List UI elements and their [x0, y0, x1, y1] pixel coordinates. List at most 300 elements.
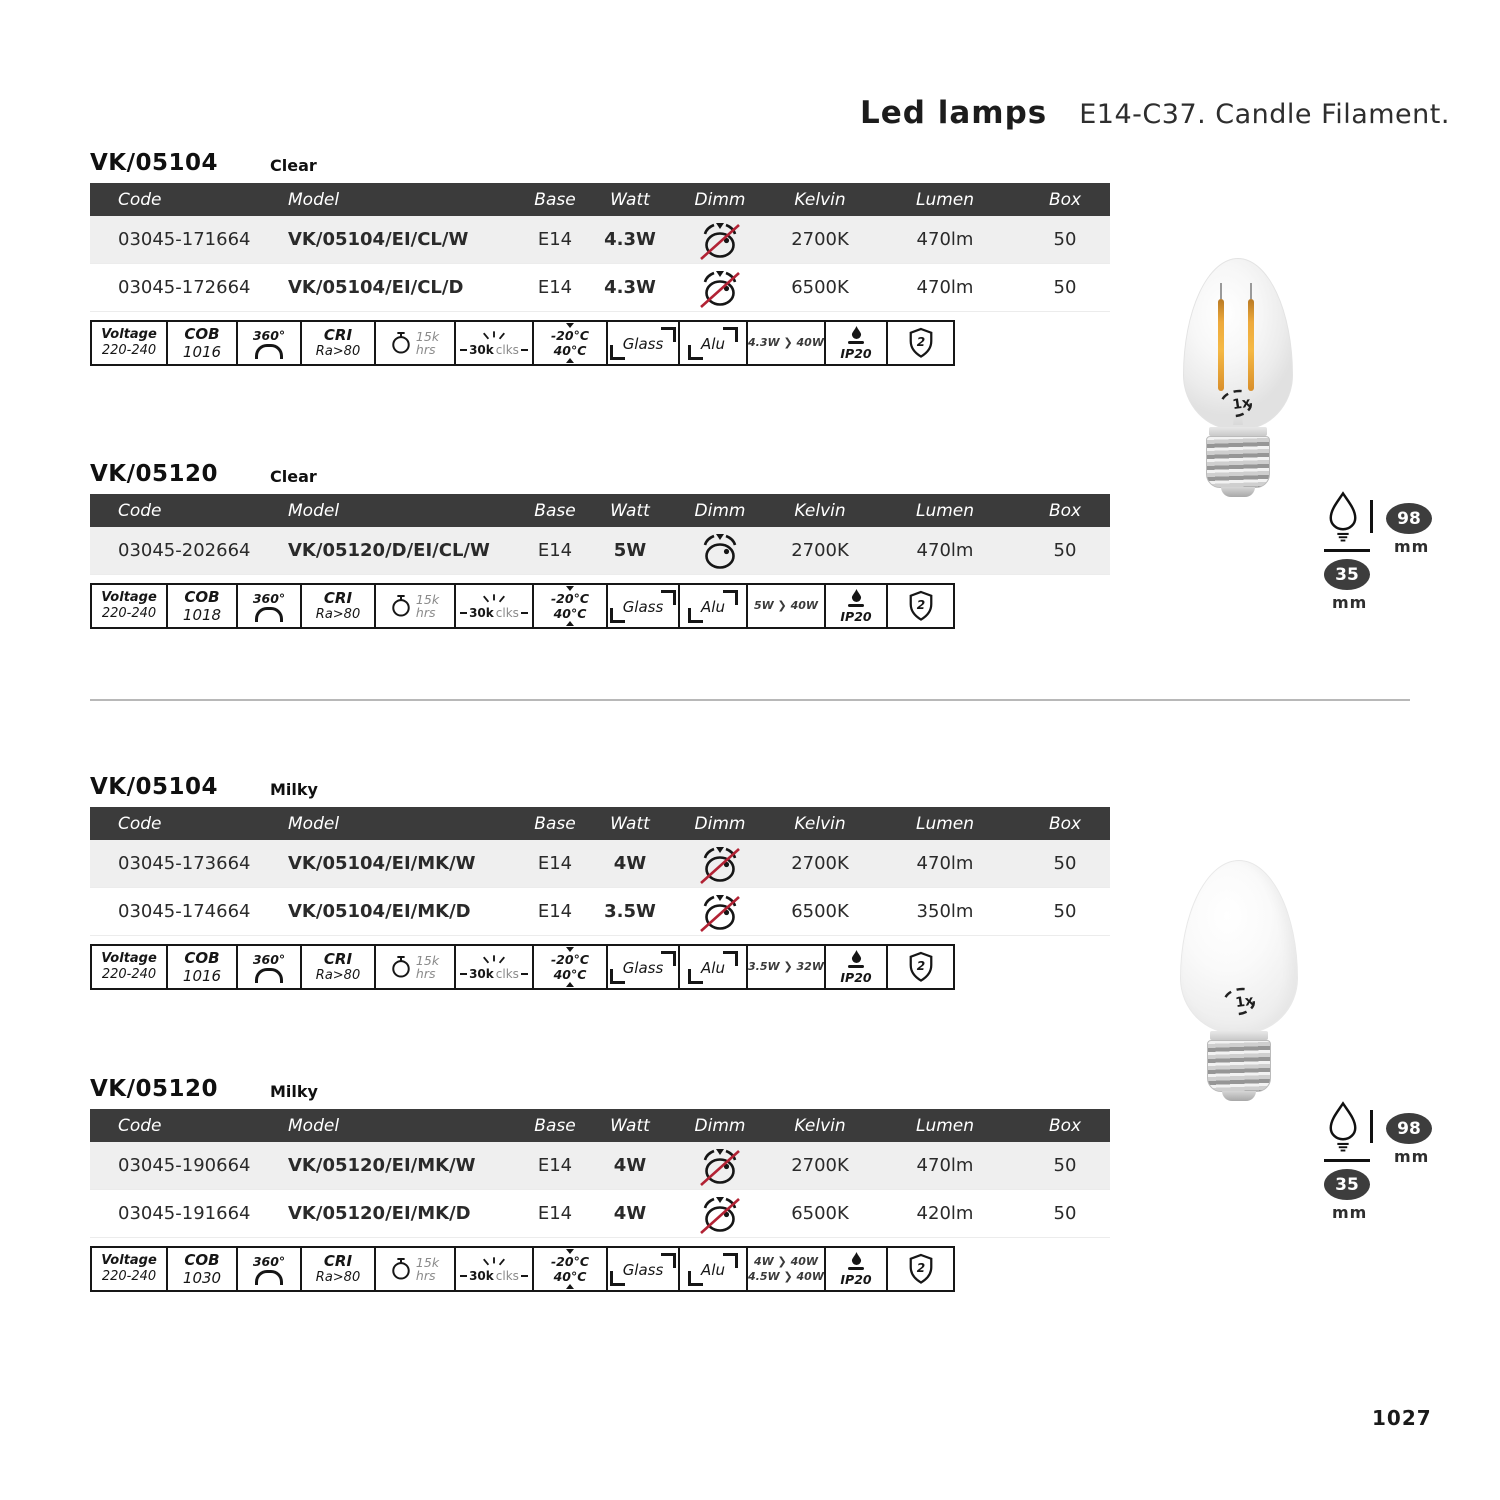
cell-dimm [670, 890, 770, 934]
equivalence-line2: 4.5W ❯ 40W [748, 1269, 824, 1283]
bulb-neck [1210, 1031, 1268, 1040]
cell-model: VK/05104/EI/CL/D [288, 277, 464, 298]
section-title [90, 1076, 1110, 1106]
triangle-down-icon [566, 323, 574, 328]
voltage-cell [92, 1248, 166, 1290]
temp-high: 40°C [553, 966, 587, 982]
cob-cell [166, 1248, 236, 1290]
ip-rating-cell [824, 1248, 886, 1290]
cri-label: CRI [323, 589, 353, 608]
product-section-vk05104-milky [90, 774, 1110, 990]
height-measure-line [1370, 500, 1373, 533]
cell-code: 03045-174664 [118, 901, 251, 922]
cri-label: CRI [323, 950, 353, 969]
temperature-cell [532, 585, 606, 627]
column-header-base: Base [534, 1115, 576, 1136]
column-header-box: Box [1048, 813, 1082, 834]
warranty-years: 2 [916, 958, 925, 973]
cell-dimm [670, 529, 770, 573]
lifespan-cell [374, 585, 454, 627]
cell-watt: 4.3W [604, 229, 656, 250]
cell-code: 03045-190664 [118, 1155, 251, 1176]
cell-box: 50 [1053, 901, 1077, 922]
section-code: VK/05104 [90, 774, 219, 800]
droplet-icon [851, 950, 862, 963]
cob-label: COB [184, 588, 220, 606]
cycles-value: 30k [469, 966, 494, 981]
temp-low: -20°C [550, 1253, 589, 1269]
stopwatch-icon [391, 594, 411, 618]
column-header-box: Box [1048, 1115, 1082, 1136]
alu-material-cell [678, 322, 746, 364]
warranty-shield-icon [907, 951, 935, 983]
cell-watt: 4W [613, 853, 647, 874]
table-row [90, 527, 1110, 575]
column-header-code: Code [118, 500, 162, 521]
beam-arc-icon [255, 968, 283, 983]
column-header-code: Code [118, 813, 162, 834]
beam-angle-value: 360° [252, 590, 286, 606]
equivalence-line1: 4.3W ❯ 40W [748, 335, 824, 349]
triangle-up-icon [566, 982, 574, 987]
cell-dimm [670, 1192, 770, 1236]
section-divider [90, 699, 1410, 701]
column-header-kelvin: Kelvin [794, 813, 846, 834]
dimmer-dial-icon [697, 1192, 743, 1236]
corner-brackets-icon [610, 1253, 677, 1286]
voltage-label: Voltage [101, 590, 157, 606]
rotate-1x-mark [1212, 384, 1262, 424]
lifespan-value: 15k [415, 1254, 440, 1270]
glass-material-cell [606, 322, 678, 364]
ip-underline [848, 341, 864, 344]
stopwatch-icon [391, 955, 411, 979]
droplet-icon [851, 1252, 862, 1265]
temp-low: -20°C [550, 951, 589, 967]
table-row [90, 216, 1110, 264]
column-header-base: Base [534, 189, 576, 210]
voltage-label: Voltage [101, 327, 157, 343]
table-header-row [90, 807, 1110, 840]
diameter-unit: mm [1332, 593, 1368, 612]
corner-brackets-icon [688, 951, 738, 984]
dimmer-dial-icon [697, 266, 743, 310]
section-code: VK/05104 [90, 150, 219, 176]
cell-box: 50 [1053, 1203, 1077, 1224]
column-header-lumen: Lumen [915, 813, 975, 834]
lifespan-unit: hrs [415, 605, 436, 620]
cri-value: Ra>80 [315, 606, 361, 622]
stopwatch-icon [391, 331, 411, 355]
screw-base [1207, 1040, 1271, 1092]
screw-base [1206, 436, 1270, 488]
column-header-code: Code [118, 189, 162, 210]
corner-brackets-icon [688, 590, 738, 623]
lifespan-value: 15k [415, 952, 440, 968]
beam-angle-value: 360° [252, 951, 286, 967]
ip-underline [848, 965, 864, 968]
cell-dimm [670, 1144, 770, 1188]
bulb-glass [1183, 258, 1293, 430]
ip-underline [848, 1267, 864, 1270]
column-header-watt: Watt [610, 500, 650, 521]
column-header-dimm: Dimm [694, 1115, 746, 1136]
cob-label: COB [184, 1251, 220, 1269]
table-row [90, 888, 1110, 936]
corner-brackets-icon [610, 951, 677, 984]
rotate-1x-mark [1215, 982, 1265, 1022]
wattage-equivalence-cell [746, 585, 824, 627]
column-header-watt: Watt [610, 1115, 650, 1136]
lifespan-unit: hrs [415, 1268, 436, 1283]
ip-value: IP20 [840, 969, 872, 985]
droplet-icon [851, 589, 862, 602]
cell-kelvin: 2700K [791, 1155, 849, 1176]
temp-high: 40°C [553, 605, 587, 621]
alu-material-cell [678, 946, 746, 988]
ip-rating-cell [824, 322, 886, 364]
product-section-vk05120-clear [90, 461, 1110, 629]
warranty-shield-icon [907, 590, 935, 622]
section-title [90, 774, 1110, 804]
cycles-unit: clks [495, 605, 519, 620]
column-header-watt: Watt [610, 189, 650, 210]
lifespan-cell [374, 322, 454, 364]
beam-arc-icon [255, 607, 283, 622]
cell-lumen: 470lm [916, 229, 974, 250]
cycles-value: 30k [469, 605, 494, 620]
dash-icon [460, 349, 467, 351]
cell-code: 03045-173664 [118, 853, 251, 874]
column-header-lumen: Lumen [915, 500, 975, 521]
warranty-cell [886, 946, 953, 988]
alu-material-cell [678, 585, 746, 627]
dash-icon [521, 1275, 528, 1277]
cell-lumen: 470lm [916, 277, 974, 298]
page-title: Led lamps [860, 95, 1048, 131]
cell-model: VK/05104/EI/MK/D [288, 901, 471, 922]
cell-watt: 3.5W [604, 901, 656, 922]
dimmer-dial-icon [697, 1144, 743, 1188]
cell-base: E14 [537, 277, 573, 298]
voltage-value: 220-240 [101, 1268, 157, 1284]
cell-code: 03045-191664 [118, 1203, 251, 1224]
ip-rating-cell [824, 585, 886, 627]
column-header-box: Box [1048, 500, 1082, 521]
column-header-box: Box [1048, 189, 1082, 210]
beam-angle-cell [236, 585, 300, 627]
cell-dimm [670, 842, 770, 886]
corner-brackets-icon [610, 327, 677, 360]
cri-label: CRI [323, 1252, 353, 1271]
equivalence-line1: 4W ❯ 40W [753, 1254, 819, 1268]
cell-model: VK/05120/EI/MK/D [288, 1203, 471, 1224]
ip-value: IP20 [840, 1271, 872, 1287]
cell-base: E14 [537, 229, 573, 250]
column-header-watt: Watt [610, 813, 650, 834]
mark-text: 1x [1234, 992, 1255, 1012]
switch-cycles-cell [454, 585, 532, 627]
dash-icon [521, 612, 528, 614]
cell-watt: 4.3W [604, 277, 656, 298]
wattage-equivalence-cell [746, 946, 824, 988]
cell-lumen: 470lm [916, 1155, 974, 1176]
column-header-dimm: Dimm [694, 500, 746, 521]
beam-arc-icon [255, 344, 283, 359]
height-unit: mm [1394, 537, 1430, 556]
lifespan-value: 15k [415, 591, 440, 607]
warranty-years: 2 [916, 334, 925, 349]
triangle-up-icon [566, 1284, 574, 1289]
alu-material-cell [678, 1248, 746, 1290]
voltage-value: 220-240 [101, 342, 157, 358]
voltage-cell [92, 585, 166, 627]
height-value-pill: 98 [1386, 1113, 1432, 1144]
cri-cell [300, 585, 374, 627]
droplet-icon [851, 326, 862, 339]
cob-value: 1016 [182, 342, 222, 361]
glass-material-cell [606, 946, 678, 988]
switch-cycles-cell [454, 1248, 532, 1290]
voltage-label: Voltage [101, 951, 157, 967]
bulb-neck [1209, 427, 1267, 436]
cell-model: VK/05104/EI/MK/W [288, 853, 476, 874]
height-measure-line [1370, 1110, 1373, 1143]
cell-model: VK/05120/EI/MK/W [288, 1155, 476, 1176]
diameter-measure-line [1324, 1159, 1370, 1162]
cell-base: E14 [537, 540, 573, 561]
section-title [90, 461, 1110, 491]
section-finish: Clear [270, 467, 317, 486]
cell-model: VK/05120/D/EI/CL/W [288, 540, 490, 561]
cycles-unit: clks [495, 342, 519, 357]
column-header-kelvin: Kelvin [794, 500, 846, 521]
dimmer-dial-icon [697, 842, 743, 886]
column-header-model: Model [288, 189, 340, 210]
cell-lumen: 350lm [916, 901, 974, 922]
cell-base: E14 [537, 853, 573, 874]
beam-arc-icon [255, 1270, 283, 1285]
flash-rays-icon [480, 330, 508, 342]
cell-model: VK/05104/EI/CL/W [288, 229, 469, 250]
cri-label: CRI [323, 326, 353, 345]
table-row [90, 840, 1110, 888]
ip-value: IP20 [840, 608, 872, 624]
spec-strip [90, 583, 955, 629]
column-header-lumen: Lumen [915, 1115, 975, 1136]
triangle-down-icon [566, 1249, 574, 1254]
column-header-code: Code [118, 1115, 162, 1136]
stopwatch-icon [391, 1257, 411, 1281]
product-photo-clear-bulb [1183, 258, 1293, 497]
dimmer-dial-icon [697, 218, 743, 262]
temperature-cell [532, 322, 606, 364]
page-header [860, 95, 1450, 131]
flash-rays-icon [480, 1256, 508, 1268]
warranty-years: 2 [916, 1260, 925, 1275]
column-header-lumen: Lumen [915, 189, 975, 210]
cri-value: Ra>80 [315, 1269, 361, 1285]
cri-cell [300, 322, 374, 364]
product-photo-milky-bulb [1180, 860, 1298, 1101]
glass-label: Glass [622, 958, 664, 977]
warranty-cell [886, 585, 953, 627]
cycles-unit: clks [495, 1268, 519, 1283]
column-header-kelvin: Kelvin [794, 1115, 846, 1136]
cell-dimm [670, 218, 770, 262]
alu-label: Alu [701, 597, 725, 616]
cell-kelvin: 6500K [791, 1203, 849, 1224]
product-table [90, 1109, 1110, 1238]
triangle-up-icon [566, 621, 574, 626]
beam-angle-cell [236, 322, 300, 364]
cell-box: 50 [1053, 853, 1077, 874]
mark-text: 1x [1231, 394, 1252, 414]
cell-watt: 5W [613, 540, 647, 561]
cell-watt: 4W [613, 1155, 647, 1176]
cell-box: 50 [1053, 277, 1077, 298]
cell-kelvin: 6500K [791, 901, 849, 922]
section-finish: Milky [270, 780, 318, 799]
triangle-down-icon [566, 586, 574, 591]
diameter-value-pill: 35 [1324, 1169, 1370, 1200]
product-section-vk05120-milky [90, 1076, 1110, 1292]
beam-angle-cell [236, 946, 300, 988]
dimension-widget [1320, 1100, 1440, 1225]
warranty-shield-icon [907, 327, 935, 359]
lifespan-unit: hrs [415, 966, 436, 981]
base-foot [1221, 487, 1255, 497]
cri-cell [300, 946, 374, 988]
height-value-pill: 98 [1386, 503, 1432, 534]
column-header-dimm: Dimm [694, 189, 746, 210]
cob-value: 1018 [182, 605, 222, 624]
cell-box: 50 [1053, 540, 1077, 561]
page-subtitle: E14-C37. Candle Filament. [1079, 99, 1450, 130]
temp-high: 40°C [553, 342, 587, 358]
cycles-value: 30k [469, 342, 494, 357]
cycles-value: 30k [469, 1268, 494, 1283]
cell-lumen: 470lm [916, 540, 974, 561]
glass-label: Glass [622, 597, 664, 616]
cell-base: E14 [537, 1155, 573, 1176]
wattage-equivalence-cell [746, 1248, 824, 1290]
cri-value: Ra>80 [315, 343, 361, 359]
equivalence-line1: 3.5W ❯ 32W [748, 959, 824, 973]
beam-angle-value: 360° [252, 1253, 286, 1269]
alu-label: Alu [701, 334, 725, 353]
diameter-value-pill: 35 [1324, 559, 1370, 590]
section-code: VK/05120 [90, 461, 219, 487]
spec-strip [90, 320, 955, 366]
height-unit: mm [1394, 1147, 1430, 1166]
temp-high: 40°C [553, 1268, 587, 1284]
dash-icon [521, 349, 528, 351]
cell-code: 03045-171664 [118, 229, 251, 250]
cell-kelvin: 2700K [791, 540, 849, 561]
temp-low: -20°C [550, 590, 589, 606]
product-table [90, 807, 1110, 936]
column-header-kelvin: Kelvin [794, 189, 846, 210]
switch-cycles-cell [454, 946, 532, 988]
dimmer-dial-icon [697, 529, 743, 573]
product-table [90, 494, 1110, 575]
table-row [90, 1142, 1110, 1190]
ip-rating-cell [824, 946, 886, 988]
section-finish: Milky [270, 1082, 318, 1101]
cell-code: 03045-202664 [118, 540, 251, 561]
ip-underline [848, 604, 864, 607]
base-foot [1222, 1091, 1256, 1101]
cob-label: COB [184, 325, 220, 343]
alu-label: Alu [701, 958, 725, 977]
voltage-value: 220-240 [101, 605, 157, 621]
cob-cell [166, 585, 236, 627]
flash-rays-icon [480, 593, 508, 605]
voltage-label: Voltage [101, 1253, 157, 1269]
column-header-model: Model [288, 500, 340, 521]
cob-cell [166, 946, 236, 988]
column-header-base: Base [534, 813, 576, 834]
triangle-down-icon [566, 947, 574, 952]
cell-base: E14 [537, 1203, 573, 1224]
cell-watt: 4W [613, 1203, 647, 1224]
spec-strip [90, 1246, 955, 1292]
column-header-model: Model [288, 813, 340, 834]
glass-label: Glass [622, 1260, 664, 1279]
section-code: VK/05120 [90, 1076, 219, 1102]
cell-lumen: 470lm [916, 853, 974, 874]
cob-label: COB [184, 949, 220, 967]
cell-kelvin: 2700K [791, 853, 849, 874]
dimension-widget [1320, 490, 1440, 615]
voltage-cell [92, 322, 166, 364]
table-header-row [90, 494, 1110, 527]
candle-outline-icon [1327, 490, 1359, 544]
section-finish: Clear [270, 156, 317, 175]
candle-outline-icon [1327, 1100, 1359, 1154]
spec-strip [90, 944, 955, 990]
dash-icon [460, 1275, 467, 1277]
cell-dimm [670, 266, 770, 310]
cell-kelvin: 2700K [791, 229, 849, 250]
dash-icon [521, 973, 528, 975]
lifespan-cell [374, 1248, 454, 1290]
triangle-up-icon [566, 358, 574, 363]
warranty-shield-icon [907, 1253, 935, 1285]
cri-value: Ra>80 [315, 967, 361, 983]
warranty-cell [886, 1248, 953, 1290]
cob-value: 1030 [182, 1268, 222, 1287]
voltage-value: 220-240 [101, 966, 157, 982]
bulb-glass [1180, 860, 1298, 1034]
glass-material-cell [606, 585, 678, 627]
dash-icon [460, 973, 467, 975]
cell-kelvin: 6500K [791, 277, 849, 298]
lifespan-unit: hrs [415, 342, 436, 357]
diameter-measure-line [1324, 549, 1370, 552]
column-header-base: Base [534, 500, 576, 521]
beam-angle-cell [236, 1248, 300, 1290]
page-number: 1027 [1372, 1406, 1432, 1430]
glass-label: Glass [622, 334, 664, 353]
filament-icon [1248, 299, 1254, 391]
cob-value: 1016 [182, 966, 222, 985]
lifespan-value: 15k [415, 328, 440, 344]
cell-box: 50 [1053, 1155, 1077, 1176]
glass-material-cell [606, 1248, 678, 1290]
ip-value: IP20 [840, 345, 872, 361]
